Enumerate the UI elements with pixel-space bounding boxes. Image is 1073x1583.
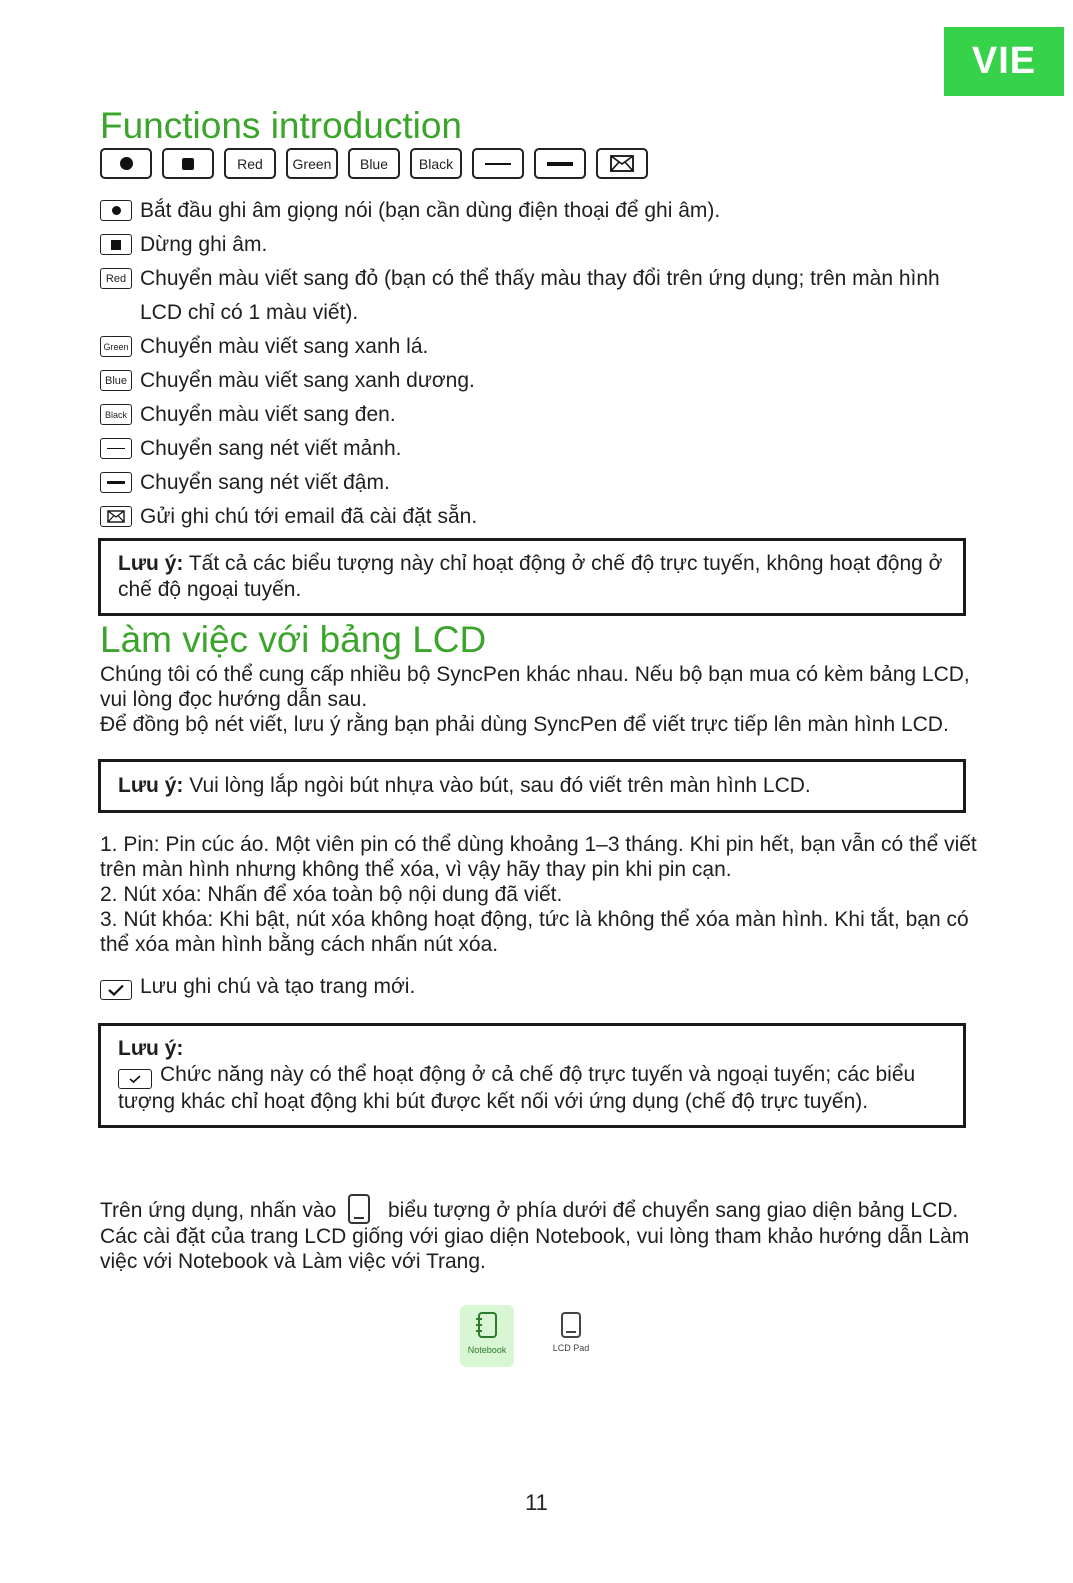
page-number: 11 xyxy=(525,1490,548,1515)
list-item xyxy=(100,466,980,500)
tablet-icon xyxy=(348,1194,370,1224)
thick-line-icon xyxy=(100,472,132,493)
note-label: Lưu ý: xyxy=(118,774,184,797)
thin-line-icon xyxy=(100,438,132,459)
save-text: Lưu ghi chú và tạo trang mới. xyxy=(140,975,416,998)
list-item xyxy=(100,432,980,466)
nav-lcd-pad[interactable] xyxy=(544,1305,598,1367)
app-text-2: Các cài đặt của trang LCD giống với giao diện Notebook, vui lòng tham khảo hướng dẫn Làm việc với Notebook và Làm việc với Trang. xyxy=(100,1225,970,1273)
note-text: Vui lòng lắp ngòi bút nhựa vào bút, sau đó viết trên màn hình LCD. xyxy=(189,774,811,797)
list-item xyxy=(100,330,980,364)
lcd-feature-list xyxy=(100,832,980,957)
checkmark-icon xyxy=(100,980,132,1000)
lcd-pad-icon xyxy=(560,1311,582,1339)
thick-line-button xyxy=(534,148,586,179)
list-item xyxy=(100,194,980,228)
language-badge: VIE xyxy=(944,27,1064,96)
stop-icon xyxy=(100,234,132,255)
item-text: Chuyển màu viết sang xanh lá. xyxy=(140,335,429,358)
note-label: Lưu ý: xyxy=(118,1037,184,1060)
item-text: Chuyển sang nét viết mảnh. xyxy=(140,437,402,460)
list-item: 2. Nút xóa: Nhấn để xóa toàn bộ nội dung đã viết. xyxy=(100,883,563,906)
green-button: Green xyxy=(286,148,338,179)
nav-lcd-label: LCD Pad xyxy=(552,1343,590,1353)
lcd-intro-2: Để đồng bộ nét viết, lưu ý rằng bạn phải dùng SyncPen để viết trực tiếp lên màn hình LCD. xyxy=(100,713,949,736)
record-button xyxy=(100,148,152,179)
checkmark-icon xyxy=(118,1069,152,1089)
function-list xyxy=(100,194,980,534)
app-instructions xyxy=(100,1194,980,1274)
black-button: Black xyxy=(410,148,462,179)
blue-button: Blue xyxy=(348,148,400,179)
red-button: Red xyxy=(224,148,276,179)
blue-icon: Blue xyxy=(100,370,132,391)
note-text: Chức năng này có thể hoạt động ở cả chế độ trực tuyến và ngoại tuyến; các biểu tượng khác chỉ hoạt động khi bút được kết nối với ứng dụng (chế độ trực tuyến). xyxy=(118,1063,916,1113)
app-text-after: biểu tượng ở phía dưới để chuyển sang giao diện bảng LCD. xyxy=(387,1199,959,1222)
black-icon: Black xyxy=(100,404,132,425)
lcd-section-title: Làm việc với bảng LCD xyxy=(100,619,487,660)
list-item xyxy=(100,398,980,432)
note-label: Lưu ý: xyxy=(118,552,184,575)
nav-notebook[interactable] xyxy=(460,1305,514,1367)
email-button xyxy=(596,148,648,179)
save-note-row xyxy=(100,974,980,1000)
list-item: 3. Nút khóa: Khi bật, nút xóa không hoạt động, tức là không thể xóa màn hình. Khi tắt, bạn có thể xóa màn hình bằng cách nhấn nút xóa. xyxy=(100,908,969,956)
record-icon xyxy=(100,200,132,221)
list-item xyxy=(100,364,980,398)
item-text: Chuyển màu viết sang đỏ (bạn có thể thấy màu thay đổi trên ứng dụng; trên màn hình LCD chỉ có 1 màu viết). xyxy=(140,267,940,324)
green-icon: Green xyxy=(100,336,132,357)
item-text: Chuyển sang nét viết đậm. xyxy=(140,471,390,494)
envelope-icon xyxy=(610,155,634,172)
nib-note xyxy=(98,759,966,813)
save-function-note xyxy=(98,1023,966,1128)
function-buttons-row xyxy=(100,148,648,179)
thin-line-icon xyxy=(485,163,511,165)
nav-notebook-label: Notebook xyxy=(467,1345,507,1355)
app-text-before: Trên ứng dụng, nhấn vào xyxy=(100,1199,337,1222)
note-text: Tất cả các biểu tượng này chỉ hoạt động ở chế độ trực tuyến, không hoạt động ở chế độ ngoại tuyến. xyxy=(118,552,943,601)
stop-square-icon xyxy=(182,158,194,170)
thin-line-button xyxy=(472,148,524,179)
item-text: Dừng ghi âm. xyxy=(140,233,268,256)
record-dot-icon xyxy=(120,157,133,170)
list-item xyxy=(100,500,980,534)
notebook-icon xyxy=(474,1311,500,1339)
online-only-note xyxy=(98,538,966,616)
lcd-intro xyxy=(100,662,980,737)
item-text: Chuyển màu viết sang xanh dương. xyxy=(140,369,475,392)
list-item xyxy=(100,262,980,330)
red-icon: Red xyxy=(100,268,132,289)
item-text: Chuyển màu viết sang đen. xyxy=(140,403,396,426)
app-bottom-nav xyxy=(460,1305,598,1367)
list-item xyxy=(100,228,980,262)
envelope-icon xyxy=(100,506,132,527)
item-text: Gửi ghi chú tới email đã cài đặt sẵn. xyxy=(140,505,478,528)
thick-line-icon xyxy=(547,162,573,166)
functions-title: Functions introduction xyxy=(100,105,462,146)
stop-button xyxy=(162,148,214,179)
item-text: Bắt đầu ghi âm giọng nói (bạn cần dùng điện thoại để ghi âm). xyxy=(140,199,721,222)
list-item: 1. Pin: Pin cúc áo. Một viên pin có thể dùng khoảng 1–3 tháng. Khi pin hết, bạn vẫn có thể viết trên màn hình nhưng không thể xóa, vì vậy hãy thay pin khi pin cạn. xyxy=(100,833,977,881)
lcd-intro-1: Chúng tôi có thể cung cấp nhiều bộ SyncPen khác nhau. Nếu bộ bạn mua có kèm bảng LCD, vui lòng đọc hướng dẫn sau. xyxy=(100,663,970,711)
